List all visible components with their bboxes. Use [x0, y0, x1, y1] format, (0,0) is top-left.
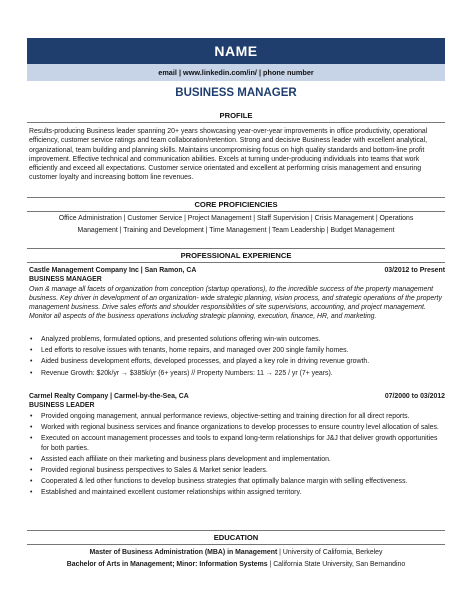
bullet-dot-icon: • — [30, 336, 33, 343]
profile-divider — [27, 122, 445, 123]
profile-heading: PROFILE — [219, 111, 253, 120]
contact-info: email | www.linkedin.com/in/ | phone number — [27, 64, 445, 81]
bullet-dot-icon: • — [30, 478, 33, 486]
bullet-dot-icon: • — [30, 467, 33, 475]
job-1-header — [29, 266, 445, 275]
job-1-company: Castle Management Company Inc | San Ramon, CA — [29, 267, 197, 274]
bullet-dot-icon: • — [30, 424, 33, 432]
education-entry-1 — [27, 548, 445, 558]
job-1-dates: 03/2012 to Present — [384, 267, 445, 274]
education-school: California State University, San Bernandino — [273, 561, 406, 568]
job-title: BUSINESS MANAGER — [175, 87, 297, 99]
list-item: • Executed on account management processes and tools to expand long-term relationships for J&J that deliver growth opportunities for both parties. — [30, 435, 438, 452]
education-heading: EDUCATION — [213, 533, 259, 542]
competencies-heading: CORE PROFICIENCIES — [194, 200, 278, 209]
education-separator: | — [269, 561, 274, 568]
list-item: • Established and maintained excellent customer relationships within assigned territory. — [30, 489, 302, 497]
competencies-line-2: Management | Training and Development | Time Management | Team Leadership | Budget Management — [77, 227, 395, 234]
competencies-top-divider — [27, 197, 445, 198]
experience-heading: PROFESSIONAL EXPERIENCE — [180, 251, 292, 260]
bullet-dot-icon: • — [30, 455, 33, 463]
profile-text: Results-producing Business leader spanning 20+ years showcasing year-over-year improvements in office productivity, operational efficiency, customer service ratings and team collaboration/retention. Strong and decisive Business leader with excellent analytical, organizational, team building and planning skills. Maintains uncompromising focus on high quality standards and bottom-line profit improvement. Effective technical and communication abilities. Excels at turning under-producing individuals into teams that work efficiently and exceed all expectations. Customer service orientated and excellent at performing crisis management and ensuring customer loyalty and increasing bottom line revenues. — [29, 128, 428, 182]
experience-divider — [27, 262, 445, 263]
name-header: NAME — [27, 38, 445, 64]
list-item: • Aided business development efforts, developed processes, and played a key role in driving revenue growth. — [30, 358, 370, 366]
list-item: • Provided ongoing management, annual performance reviews, objective-setting and training direction for all direct reports. — [30, 413, 410, 420]
bullet-dot-icon: • — [30, 358, 33, 366]
list-item: • Analyzed problems, formulated options, and presented solutions offering win-win outcomes. — [30, 336, 321, 343]
job-2-bullets — [29, 412, 445, 498]
list-item: • Assisted each affiliate on their marketing and business plans development and implementation. — [30, 455, 331, 463]
education-degree: Master of Business Administration (MBA) in Management — [89, 549, 278, 556]
job-2-dates: 07/2000 to 03/2012 — [384, 393, 445, 400]
list-item: • Led efforts to resolve issues with tenants, home repairs, and managed over 200 single family homes. — [30, 347, 349, 355]
education-school: University of California, Berkeley — [282, 549, 383, 556]
experience-top-divider — [27, 248, 445, 249]
job-2-company: Carmel Realty Company | Carmel-by-the-Sea, CA — [29, 393, 189, 400]
bullet-dot-icon: • — [30, 369, 33, 377]
list-item: • Worked with regional business services and finance organizations to develop processes to ensure country level allocation of sales. — [30, 424, 439, 432]
job-2-header — [29, 392, 445, 401]
competencies-divider — [27, 211, 445, 212]
education-top-divider — [27, 530, 445, 531]
bullet-dot-icon: • — [30, 347, 33, 355]
list-item: • Revenue Growth: $20k/yr → $385k/yr (6+ years) // Property Numbers: 11 → 225 / yr (7+ years). — [30, 369, 333, 377]
job-2-role: BUSINESS LEADER — [29, 402, 95, 409]
job-1-bullets — [29, 335, 445, 378]
bullet-dot-icon: • — [30, 489, 33, 497]
bullet-dot-icon: • — [30, 413, 33, 420]
education-entry-2 — [27, 560, 445, 570]
education-degree: Bachelor of Arts in Management; Minor: Information Systems — [66, 561, 268, 568]
competencies-line-1: Office Administration | Customer Service | Project Management | Staff Supervision | Crisis Management | Operations — [58, 215, 414, 222]
bullet-dot-icon: • — [30, 435, 33, 443]
job-1-summary: Own & manage all facets of organization from conception (startup operations), to the incredible success of the property management business. Key driver in development of an organization- wide strategic planning, vision process, and strategic operations of the property management business. Drive sales efforts and shoulder responsibilities of site supervisions, accounting, and project management. Monitor all aspects of the business operations including strategic planning, execution, finance, HR, and marketing. — [29, 286, 442, 320]
list-item: • Provided regional business perspectives to Sales & Market senior leaders. — [30, 467, 268, 475]
education-separator: | — [279, 549, 283, 556]
job-1-role: BUSINESS MANAGER — [29, 276, 102, 283]
list-item: • Cooperated & led other functions to develop business strategies that optimally balance margin with selling effectiveness. — [30, 478, 408, 486]
education-divider — [27, 544, 445, 545]
